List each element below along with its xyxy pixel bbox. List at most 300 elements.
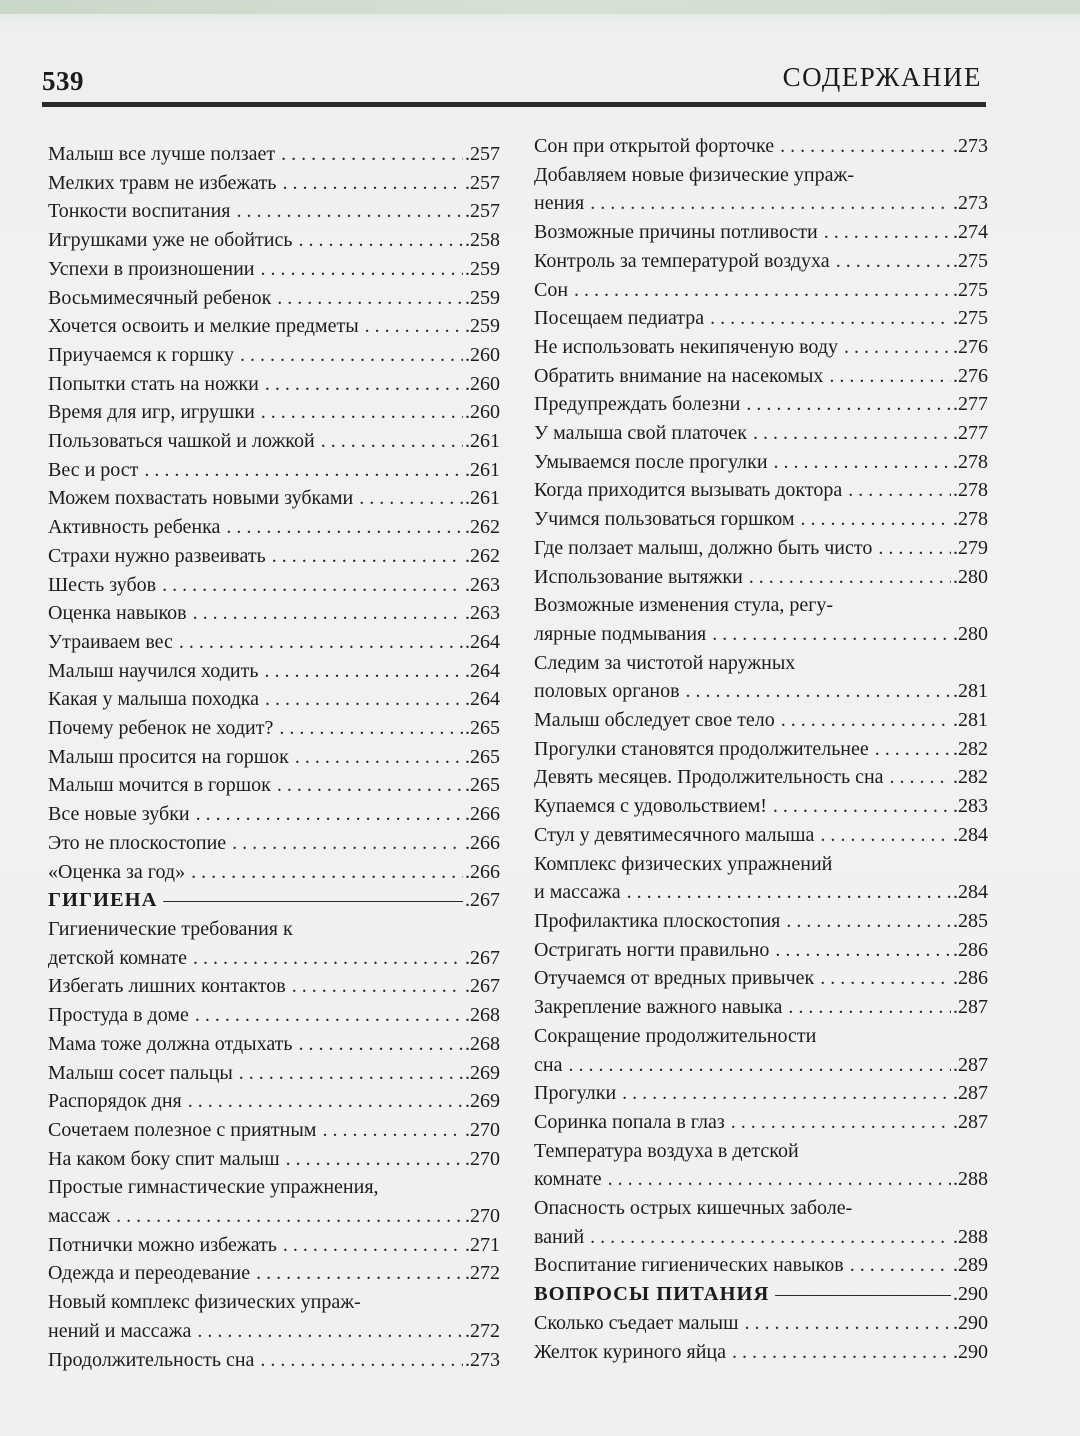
dot-leader — [191, 858, 463, 887]
toc-entry-title: Игрушками уже не обойтись — [48, 229, 293, 252]
toc-entry — [534, 821, 988, 850]
toc-entry-line: Простые гимнастические упражнения, — [48, 1176, 379, 1199]
toc-entry-title: Использование вытяжки — [534, 565, 743, 588]
toc-entry-title: Контроль за температурой воздуха — [534, 249, 830, 272]
toc-entry-title: Воспитание гигиенических навыков — [534, 1254, 844, 1277]
toc-entry-title: Умываемся после прогулки — [534, 450, 768, 473]
toc-page-number: .266 — [465, 831, 500, 854]
toc-column-right — [534, 132, 988, 1366]
running-head: СОДЕРЖАНИЕ — [782, 62, 982, 92]
toc-page-number: .282 — [953, 737, 988, 760]
toc-entry-title: Попытки стать на ножки — [48, 372, 259, 395]
toc-entry-title: Когда приходится вызывать доктора — [534, 479, 843, 502]
dot-leader — [775, 936, 951, 965]
dot-leader — [836, 247, 951, 276]
toc-page-number: .290 — [953, 1311, 988, 1334]
toc-entry — [48, 398, 500, 427]
toc-entry — [534, 1309, 988, 1338]
toc-entry-title: Малыш обследует свое тело — [534, 709, 775, 732]
dot-leader — [237, 197, 464, 226]
toc-entry — [48, 1059, 500, 1088]
toc-page-number: .259 — [465, 315, 500, 338]
toc-entry-title: Тонкости воспитания — [48, 200, 231, 223]
toc-entry-line: Температура воздуха в детской — [534, 1139, 799, 1162]
dot-leader — [608, 1165, 951, 1194]
toc-entry-title: половых органов — [534, 680, 680, 703]
toc-entry — [48, 571, 500, 600]
toc-page-number: .268 — [465, 1032, 500, 1055]
toc-page-number: .257 — [465, 171, 500, 194]
toc-entry-title: Малыш просится на горшок — [48, 745, 289, 768]
dot-leader — [162, 571, 463, 600]
toc-page-number: .270 — [465, 1147, 500, 1170]
toc-entry — [534, 505, 988, 534]
dot-leader — [283, 1231, 463, 1260]
dot-leader — [753, 419, 951, 448]
toc-entry — [534, 878, 988, 907]
toc-entry — [48, 972, 500, 1001]
dot-leader — [568, 1051, 951, 1080]
dot-leader — [299, 226, 463, 255]
toc-entry-title: нения — [534, 192, 585, 215]
dot-leader — [193, 944, 463, 973]
toc-entry-title: Какая у малыша походка — [48, 688, 260, 711]
toc-entry — [48, 800, 500, 829]
toc-entry — [48, 427, 500, 456]
toc-entry-title: Распорядок дня — [48, 1090, 182, 1113]
toc-entry — [534, 1251, 988, 1280]
toc-entry-title: Остригать ногти правильно — [534, 938, 770, 961]
toc-page-number: .288 — [953, 1168, 988, 1191]
dot-leader — [163, 886, 463, 915]
toc-entry — [48, 944, 500, 973]
toc-entry-title: На каком боку спит малыш — [48, 1147, 280, 1170]
toc-entry-title: детской комнате — [48, 946, 187, 969]
toc-page-number: .265 — [465, 717, 500, 740]
toc-entry-title: Девять месяцев. Продолжительность сна — [534, 766, 884, 789]
dot-leader — [746, 390, 951, 419]
toc-entry-title: Сколько съедает малыш — [534, 1311, 739, 1334]
toc-entry — [48, 255, 500, 284]
toc-page-number: .287 — [953, 996, 988, 1019]
toc-entry — [534, 276, 988, 305]
toc-entry-title: Почему ребенок не ходит? — [48, 717, 274, 740]
toc-entry — [48, 226, 500, 255]
toc-entry-title: сна — [534, 1053, 563, 1076]
toc-page-number: .264 — [465, 630, 500, 653]
toc-entry — [48, 1317, 500, 1346]
toc-entry — [48, 1202, 500, 1231]
toc-column-left — [48, 140, 500, 1374]
toc-page-number: .275 — [953, 249, 988, 272]
toc-entry-title: Хочется освоить и мелкие предметы — [48, 315, 359, 338]
toc-entry — [534, 763, 988, 792]
toc-page-number: .257 — [465, 200, 500, 223]
dot-leader — [710, 304, 951, 333]
toc-entry — [534, 735, 988, 764]
toc-entry — [534, 218, 988, 247]
toc-page-number: .268 — [465, 1004, 500, 1027]
dot-leader — [195, 1001, 463, 1030]
dot-leader — [232, 829, 463, 858]
toc-entry-line: Следим за чистотой наружных — [534, 651, 796, 674]
toc-page-number: .259 — [465, 286, 500, 309]
toc-entry-line: Гигиенические требования к — [48, 917, 293, 940]
toc-page-number: .282 — [953, 766, 988, 789]
toc-entry — [534, 304, 988, 333]
dot-leader — [824, 218, 951, 247]
dot-leader — [574, 276, 951, 305]
toc-entry — [48, 1145, 500, 1174]
toc-entry — [48, 1346, 500, 1375]
dot-leader — [322, 1116, 463, 1145]
toc-entry — [48, 657, 500, 686]
toc-page-number: .257 — [465, 143, 500, 165]
toc-page-number: .266 — [465, 803, 500, 826]
dot-leader — [277, 771, 463, 800]
toc-entry-title: Малыш научился ходить — [48, 659, 259, 682]
toc-page-number: .261 — [465, 487, 500, 510]
toc-page-number: .275 — [953, 278, 988, 301]
toc-entry — [534, 964, 988, 993]
toc-page-number: .287 — [953, 1110, 988, 1133]
toc-entry-line: Опасность острых кишечных заболе- — [534, 1197, 853, 1220]
toc-page-number: .260 — [465, 401, 500, 424]
dot-leader — [775, 1280, 951, 1309]
toc-page-number: .279 — [953, 536, 988, 559]
toc-entry-title: Малыш мочится в горшок — [48, 774, 271, 797]
dot-leader — [773, 792, 951, 821]
dot-leader — [781, 706, 951, 735]
toc-entry-title: Сочетаем полезное с приятным — [48, 1118, 317, 1141]
toc-entry — [48, 370, 500, 399]
toc-entry — [534, 1223, 988, 1252]
toc-page-number: .286 — [953, 938, 988, 961]
dot-leader — [786, 907, 951, 936]
dot-leader — [801, 505, 951, 534]
toc-entry-title: Сон — [534, 278, 569, 301]
dot-leader — [820, 964, 951, 993]
toc-entry — [534, 362, 988, 391]
toc-page-number: .287 — [953, 1053, 988, 1076]
toc-entry — [48, 714, 500, 743]
toc-entry — [534, 1079, 988, 1108]
toc-entry — [534, 1108, 988, 1137]
toc-entry-title: комнате — [534, 1168, 602, 1191]
toc-entry-title: Малыш сосет пальцы — [48, 1061, 233, 1084]
toc-entry-title: Время для игр, игрушки — [48, 401, 255, 424]
dot-leader — [788, 993, 951, 1022]
toc-entry — [534, 620, 988, 649]
dot-leader — [820, 821, 951, 850]
toc-page-number: .267 — [465, 889, 500, 912]
toc-entry — [48, 771, 500, 800]
dot-leader — [144, 456, 463, 485]
toc-entry — [534, 448, 988, 477]
toc-entry — [48, 858, 500, 887]
toc-entry-title: Приучаемся к горшку — [48, 343, 234, 366]
toc-entry — [534, 1338, 988, 1367]
dot-leader — [196, 800, 463, 829]
toc-entry-title: Купаемся с удовольствием! — [534, 795, 767, 818]
toc-entry-line: Комплекс физических упражнений — [534, 852, 833, 875]
dot-leader — [712, 620, 951, 649]
toc-page-number: .260 — [465, 372, 500, 395]
toc-page-number: .274 — [953, 221, 988, 244]
toc-entry-title: Мелких травм не избежать — [48, 171, 277, 194]
dot-leader — [197, 1317, 463, 1346]
dot-leader — [265, 685, 463, 714]
toc-entry-title: Активность ребенка — [48, 516, 221, 539]
toc-entry-title: Отучаемся от вредных привычек — [534, 967, 815, 990]
toc-page-number: .270 — [465, 1205, 500, 1228]
toc-page-number: .258 — [465, 229, 500, 252]
dot-leader — [282, 169, 463, 198]
dot-leader — [265, 370, 463, 399]
dot-leader — [878, 534, 951, 563]
toc-entry-title: Утраиваем вес — [48, 630, 173, 653]
toc-entry — [534, 132, 988, 161]
toc-page-number: .264 — [465, 659, 500, 682]
toc-entry — [48, 197, 500, 226]
toc-entry-title: Мама тоже должна отдыхать — [48, 1032, 293, 1055]
toc-page-number: .289 — [953, 1254, 988, 1277]
dot-leader — [829, 362, 951, 391]
toc-entry — [534, 419, 988, 448]
toc-entry-title: Прогулки — [534, 1082, 617, 1105]
toc-entry-title: ВОПРОСЫ ПИТАНИЯ — [534, 1283, 770, 1306]
toc-page-number: .262 — [465, 516, 500, 539]
toc-entry — [48, 169, 500, 198]
toc-entry — [48, 829, 500, 858]
toc-entry — [534, 706, 988, 735]
toc-page-number: .263 — [465, 573, 500, 596]
toc-entry — [48, 513, 500, 542]
toc-page-number: .273 — [953, 135, 988, 157]
toc-entry-title: и массажа — [534, 881, 621, 904]
toc-page-number: .280 — [953, 565, 988, 588]
dot-leader — [844, 333, 951, 362]
toc-page-number: .290 — [953, 1340, 988, 1363]
dot-leader — [848, 476, 951, 505]
toc-page-number: .267 — [465, 946, 500, 969]
toc-page-number: .271 — [465, 1233, 500, 1256]
toc-page-number: .265 — [465, 745, 500, 768]
toc-entry-title: Можем похвастать новыми зубками — [48, 487, 354, 510]
toc-page-number: .273 — [953, 192, 988, 215]
toc-entry-title: Простуда в доме — [48, 1004, 189, 1027]
toc-entry — [48, 312, 500, 341]
page-top-edge — [0, 0, 1080, 14]
dot-leader — [264, 657, 463, 686]
toc-entry-line: Добавляем новые физические упраж- — [534, 163, 854, 186]
dot-leader — [286, 1145, 463, 1174]
toc-entry-title: Обратить внимание на насекомых — [534, 364, 824, 387]
toc-entry-title: Учимся пользоваться горшком — [534, 508, 795, 531]
toc-page-number: .263 — [465, 602, 500, 625]
dot-leader — [193, 599, 463, 628]
dot-leader — [260, 1346, 463, 1375]
toc-entry — [48, 1259, 500, 1288]
toc-page-number: .281 — [953, 709, 988, 732]
dot-leader — [875, 735, 951, 764]
toc-page-number: .278 — [953, 479, 988, 502]
toc-entry-title: Восьмимесячный ребенок — [48, 286, 272, 309]
toc-entry-title: Вес и рост — [48, 458, 139, 481]
toc-entry-title: ваний — [534, 1225, 585, 1248]
toc-entry-title: нений и массажа — [48, 1319, 192, 1342]
dot-leader — [239, 1059, 463, 1088]
toc-entry-title: Успехи в произношении — [48, 257, 255, 280]
toc-page-number: .285 — [953, 909, 988, 932]
dot-leader — [240, 341, 463, 370]
toc-entry-title: Закрепление важного навыка — [534, 996, 783, 1019]
toc-entry-title: Потнички можно избежать — [48, 1233, 277, 1256]
page-number: 539 — [42, 66, 84, 96]
dot-leader — [272, 542, 463, 571]
toc-entry — [534, 476, 988, 505]
toc-page-number: .277 — [953, 422, 988, 445]
dot-leader — [359, 484, 463, 513]
toc-page-number: .269 — [465, 1061, 500, 1084]
dot-leader — [321, 427, 463, 456]
toc-page-number: .266 — [465, 860, 500, 883]
toc-entry — [534, 936, 988, 965]
toc-entry-line: Новый комплекс физических упраж- — [48, 1291, 361, 1314]
toc-page-number: .276 — [953, 364, 988, 387]
toc-page-number: .284 — [953, 881, 988, 904]
toc-entry — [534, 677, 988, 706]
toc-entry-title: Малыш все лучше ползает — [48, 143, 276, 165]
toc-page-number: .276 — [953, 335, 988, 358]
dot-leader — [277, 284, 463, 313]
toc-entry — [534, 189, 988, 218]
toc-entry-title: Возможные причины потливости — [534, 221, 818, 244]
toc-entry — [48, 628, 500, 657]
toc-entry — [48, 484, 500, 513]
toc-section-heading — [534, 1280, 988, 1309]
toc-page-number: .265 — [465, 774, 500, 797]
toc-page-number: .284 — [953, 823, 988, 846]
dot-leader — [179, 628, 463, 657]
toc-page-number: .281 — [953, 680, 988, 703]
toc-entry — [534, 907, 988, 936]
toc-entry — [48, 1116, 500, 1145]
dot-leader — [281, 140, 463, 169]
toc-entry-title: Шесть зубов — [48, 573, 157, 596]
dot-leader — [590, 189, 951, 218]
toc-entry-title: массаж — [48, 1205, 111, 1228]
toc-entry — [534, 1165, 988, 1194]
toc-entry — [48, 1087, 500, 1116]
toc-entry-title: Одежда и переодевание — [48, 1262, 251, 1285]
toc-entry — [48, 542, 500, 571]
toc-page-number: .286 — [953, 967, 988, 990]
toc-page-number: .261 — [465, 458, 500, 481]
dot-leader — [365, 312, 463, 341]
dot-leader — [226, 513, 463, 542]
toc-entry — [48, 599, 500, 628]
toc-page-number: .262 — [465, 544, 500, 567]
toc-entry-title: Пользоваться чашкой и ложкой — [48, 430, 315, 453]
toc-entry-title: Страхи нужно развеивать — [48, 544, 266, 567]
toc-entry — [48, 1030, 500, 1059]
toc-page-number: .278 — [953, 450, 988, 473]
toc-entry-title: Это не плоскостопие — [48, 831, 227, 854]
dot-leader — [590, 1223, 951, 1252]
toc-page-number: .270 — [465, 1118, 500, 1141]
toc-page-number: .259 — [465, 257, 500, 280]
toc-entry-title: Не использовать некипяченую воду — [534, 335, 839, 358]
toc-entry-title: Где ползает малыш, должно быть чисто — [534, 536, 873, 559]
toc-entry-title: Желток куриного яйца — [534, 1340, 726, 1363]
toc-entry — [534, 993, 988, 1022]
toc-page-number: .267 — [465, 975, 500, 998]
toc-section-heading — [48, 886, 500, 915]
toc-page-number: .273 — [465, 1348, 500, 1371]
dot-leader — [116, 1202, 463, 1231]
toc-entry-title: Профилактика плоскостопия — [534, 909, 781, 932]
dot-leader — [686, 677, 951, 706]
toc-page-number: .290 — [953, 1283, 988, 1306]
toc-page-number: .269 — [465, 1090, 500, 1113]
toc-entry — [534, 1051, 988, 1080]
dot-leader — [299, 1030, 463, 1059]
toc-entry-title: ГИГИЕНА — [48, 889, 158, 912]
toc-entry-title: Избегать лишних контактов — [48, 975, 286, 998]
toc-entry — [48, 743, 500, 772]
toc-entry-title: Стул у девятимесячного малыша — [534, 823, 815, 846]
toc-page-number: .272 — [465, 1262, 500, 1285]
toc-entry — [48, 1001, 500, 1030]
dot-leader — [622, 1079, 951, 1108]
toc-page-number: .275 — [953, 307, 988, 330]
toc-entry-line: Возможные изменения стула, регу- — [534, 594, 834, 617]
toc-page-number: .280 — [953, 622, 988, 645]
toc-entry-title: Оценка навыков — [48, 602, 187, 625]
dot-leader — [850, 1251, 951, 1280]
toc-entry — [48, 685, 500, 714]
dot-leader — [188, 1087, 463, 1116]
toc-entry — [534, 390, 988, 419]
toc-entry-title: лярные подмывания — [534, 622, 707, 645]
dot-leader — [774, 448, 951, 477]
toc-entry — [48, 341, 500, 370]
toc-page-number: .260 — [465, 343, 500, 366]
dot-leader — [279, 714, 463, 743]
toc-page-number: .272 — [465, 1319, 500, 1342]
toc-page-number: .288 — [953, 1225, 988, 1248]
toc-entry — [534, 333, 988, 362]
dot-leader — [292, 972, 463, 1001]
toc-entry-title: Продолжительность сна — [48, 1348, 255, 1371]
toc-page-number: .264 — [465, 688, 500, 711]
toc-entry — [534, 247, 988, 276]
toc-page-number: .261 — [465, 430, 500, 453]
dot-leader — [261, 398, 463, 427]
toc-entry-title: Соринка попала в глаз — [534, 1110, 725, 1133]
toc-entry-title: Предупреждать болезни — [534, 393, 741, 416]
toc-entry-title: Прогулки становятся продолжительнее — [534, 737, 869, 760]
toc-entry-title: «Оценка за год» — [48, 860, 186, 883]
header-rule — [42, 102, 986, 107]
dot-leader — [780, 132, 951, 161]
toc-entry — [48, 1231, 500, 1260]
dot-leader — [295, 743, 463, 772]
dot-leader — [744, 1309, 951, 1338]
toc-entry-title: У малыша свой платочек — [534, 422, 747, 445]
toc-entry-title: Все новые зубки — [48, 803, 190, 826]
